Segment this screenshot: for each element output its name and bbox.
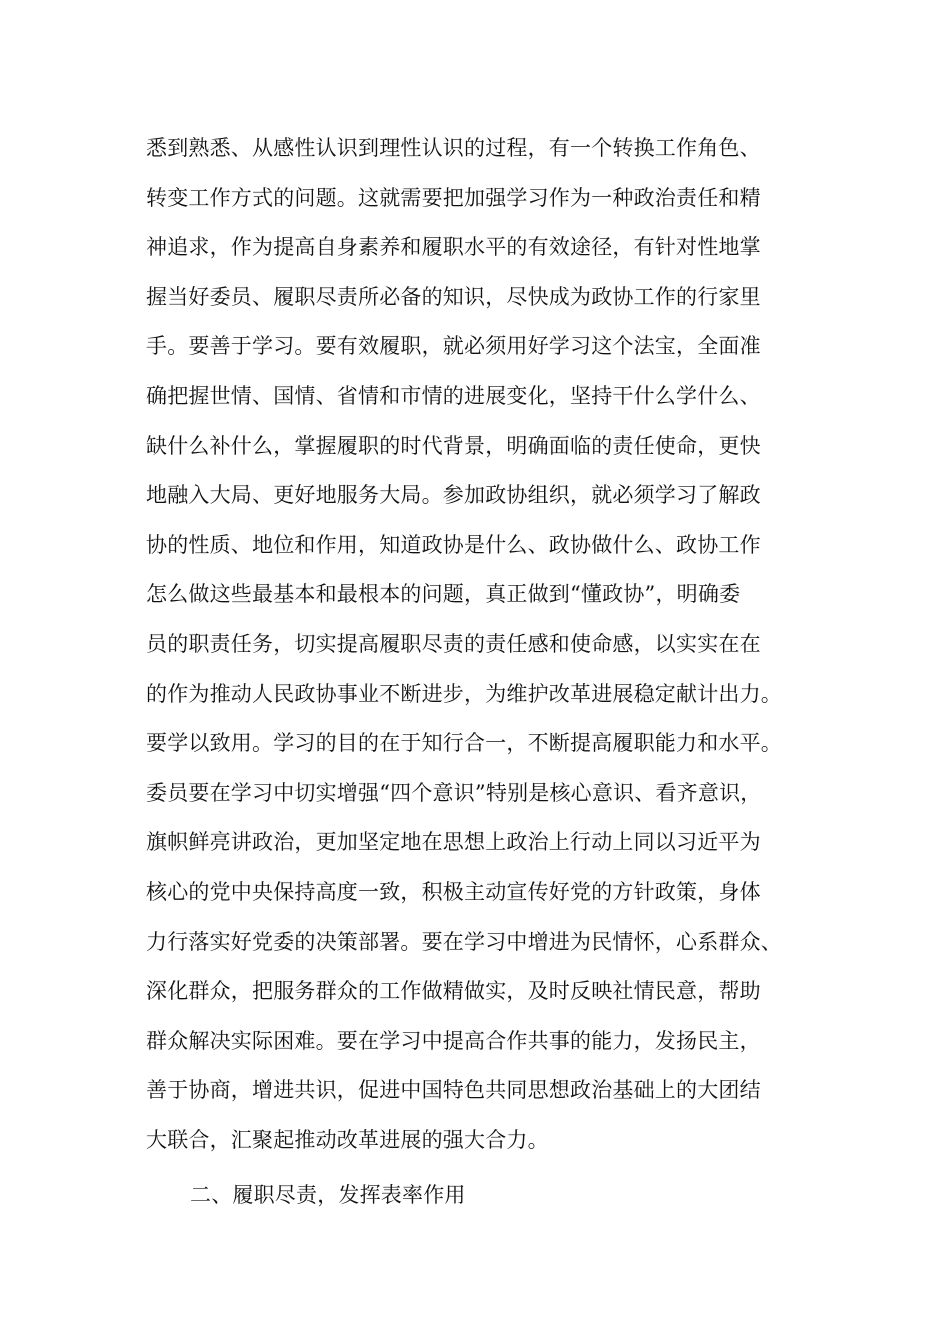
text-line: 地融入大局、更好地服务大局。参加政协组织，就必须学习了解政 <box>146 483 761 508</box>
text-line: 力行落实好党委的决策部署。要在学习中增进为民情怀，心系群众、 <box>146 929 782 954</box>
text-line: 大联合，汇聚起推动改革进展的强大合力。 <box>146 1127 549 1152</box>
text-line: 怎么做这些最基本和最根本的问题，真正做到“懂政协”，明确委 <box>146 582 741 607</box>
text-line: 要学以致用。学习的目的在于知行合一，不断提高履职能力和水平。 <box>146 731 782 756</box>
text-line: 缺什么补什么，掌握履职的时代背景，明确面临的责任使命，更快 <box>146 433 761 458</box>
text-line: 委员要在学习中切实增强“四个意识”特别是核心意识、看齐意识， <box>146 780 762 805</box>
text-line: 手。要善于学习。要有效履职，就必须用好学习这个法宝，全面准 <box>146 334 761 359</box>
text-line: 确把握世情、国情、省情和市情的进展变化，坚持干什么学什么、 <box>146 383 761 408</box>
text-line: 员的职责任务，切实提高履职尽责的责任感和使命感，以实实在在 <box>146 631 761 656</box>
text-line: 核心的党中央保持高度一致，积极主动宣传好党的方针政策，身体 <box>146 879 761 904</box>
text-line: 协的性质、地位和作用，知道政协是什么、政协做什么、政协工作 <box>146 532 761 557</box>
text-line: 的作为推动人民政协事业不断进步，为维护改革进展稳定献计出力。 <box>146 681 782 706</box>
text-line: 旗帜鲜亮讲政治，更加坚定地在思想上政治上行动上同以习近平为 <box>146 830 761 855</box>
body-text <box>146 124 836 1165</box>
text-line: 群众解决实际困难。要在学习中提高合作共事的能力，发扬民主， <box>146 1028 761 1053</box>
text-line: 握当好委员、履职尽责所必备的知识，尽快成为政协工作的行家里 <box>146 284 761 309</box>
text-line: 转变工作方式的问题。这就需要把加强学习作为一种政治责任和精 <box>146 185 761 210</box>
text-line: 深化群众，把服务群众的工作做精做实，及时反映社情民意，帮助 <box>146 979 761 1004</box>
text-line: 神追求，作为提高自身素养和履职水平的有效途径，有针对性地掌 <box>146 235 761 260</box>
text-line: 善于协商，增进共识，促进中国特色共同思想政治基础上的大团结 <box>146 1078 761 1103</box>
section-heading: 二、履职尽责，发挥表率作用 <box>190 1183 466 1207</box>
text-line: 悉到熟悉、从感性认识到理性认识的过程，有一个转换工作角色、 <box>146 136 761 160</box>
